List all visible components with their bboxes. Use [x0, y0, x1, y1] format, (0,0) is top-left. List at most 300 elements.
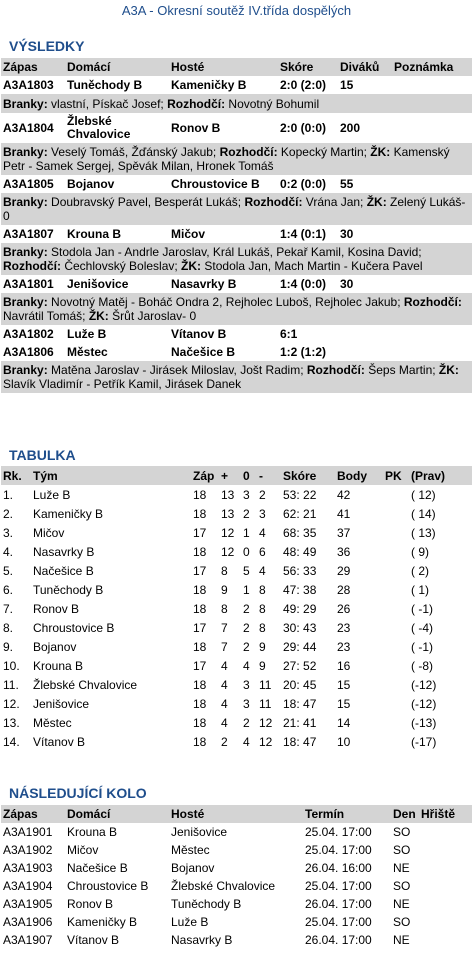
match-details-row	[1, 94, 472, 113]
match-score: 0:2 (0:0)	[280, 177, 327, 191]
standings-rank: 5.	[3, 563, 14, 578]
col-header: Rk.	[1, 466, 31, 485]
standings-balance: (-13)	[411, 715, 437, 730]
col-header: Domácí	[65, 805, 169, 823]
match-note	[392, 175, 472, 193]
standings-row	[1, 732, 472, 751]
detail-text: Veselý Tomáš, Žďánský Jakub;	[47, 145, 220, 159]
standings-played: 18	[193, 601, 207, 616]
detail-text: Stodola Jan - Andrle Jaroslav, Král Lukáš, Pekař Kamil, Kosina David;	[47, 245, 422, 259]
detail-label: Rozhodčí:	[3, 259, 61, 273]
fixture-row	[1, 895, 472, 913]
detail-text: Novotný Matěj - Boháč Ondra 2, Rejholec Luboš, Rejholec Jakub;	[47, 295, 404, 309]
standings-played: 18	[193, 544, 207, 559]
detail-text: Šeps Martin;	[364, 363, 439, 377]
standings-wins: 4	[221, 677, 228, 692]
standings-balance: (-17)	[411, 734, 437, 749]
standings-played: 18	[193, 639, 207, 654]
standings-balance: ( 13)	[411, 525, 436, 540]
match-details-row	[1, 143, 472, 175]
detail-text: Matěna Jaroslav - Jirásek Miloslav, Jošt Radim;	[47, 363, 307, 377]
detail-label: Rozhodčí:	[403, 295, 462, 309]
standings-played: 18	[193, 715, 207, 730]
table-heading: TABULKA	[9, 447, 76, 463]
standings-played: 18	[193, 506, 207, 521]
standings-points: 23	[337, 620, 351, 635]
detail-label: Rozhodčí:	[219, 145, 278, 159]
standings-balance: (-12)	[411, 696, 437, 711]
standings-goals: 18: 47	[283, 734, 317, 749]
next-round-heading: NÁSLEDUJÍCÍ KOLO	[9, 785, 147, 801]
match-details	[1, 94, 472, 113]
fixture-away: Žlebské Chvalovice	[171, 879, 276, 893]
col-header: Hřiště	[419, 805, 472, 823]
fixture-date: 26.04. 16:00	[305, 861, 372, 875]
fixture-date: 25.04. 17:00	[305, 879, 372, 893]
col-header: (Prav)	[409, 466, 472, 485]
standings-rank: 3.	[3, 525, 14, 540]
fixture-venue	[419, 931, 472, 949]
standings-balance: ( -8)	[411, 658, 433, 673]
col-header: Termín	[303, 805, 391, 823]
standings-table	[1, 466, 472, 751]
match-note	[392, 76, 472, 94]
standings-team: Mičov	[33, 525, 65, 540]
match-row	[1, 76, 472, 94]
standings-draws: 0	[243, 544, 250, 559]
standings-draws: 2	[243, 601, 250, 616]
standings-losses: 12	[259, 715, 273, 730]
fixture-venue	[419, 841, 472, 859]
fixture-match-id: A3A1906	[3, 915, 53, 929]
standings-team: Načešice B	[33, 563, 94, 578]
standings-draws: 2	[243, 620, 250, 635]
standings-goals: 56: 33	[283, 563, 317, 578]
standings-rank: 9.	[3, 639, 14, 654]
standings-team: Chroustovice B	[33, 620, 115, 635]
standings-pk	[383, 675, 409, 694]
standings-pk	[383, 580, 409, 599]
col-header: Poznámka	[392, 58, 472, 76]
standings-team: Nasavrky B	[33, 544, 95, 559]
col-header: Hosté	[169, 58, 278, 76]
standings-wins: 8	[221, 563, 228, 578]
fixture-home: Mičov	[67, 843, 99, 857]
detail-label: ŽK:	[88, 309, 109, 323]
next-round-table	[1, 805, 472, 949]
standings-draws: 5	[243, 563, 250, 578]
match-details	[1, 243, 472, 275]
standings-points: 41	[337, 506, 351, 521]
fixture-away: Městec	[171, 843, 210, 857]
fixture-home: Chroustovice B	[67, 879, 149, 893]
match-row	[1, 275, 472, 293]
fixture-row	[1, 823, 472, 841]
detail-text: Kopecký Martin;	[277, 145, 371, 159]
fixture-venue	[419, 877, 472, 895]
standings-pk	[383, 732, 409, 751]
fixture-home: Krouna B	[67, 825, 118, 839]
match-note	[392, 275, 472, 293]
standings-balance: (-12)	[411, 677, 437, 692]
standings-balance: ( 12)	[411, 487, 436, 502]
match-details	[1, 293, 472, 325]
match-away: Nasavrky B	[171, 277, 237, 291]
standings-wins: 7	[221, 639, 228, 654]
standings-losses: 12	[259, 734, 273, 749]
standings-goals: 18: 47	[283, 696, 317, 711]
detail-text: vlastní, Pískač Josef;	[47, 96, 168, 111]
fixture-date: 25.04. 17:00	[305, 843, 372, 857]
col-header: Zápas	[1, 805, 65, 823]
standings-draws: 3	[243, 487, 250, 502]
standings-balance: ( -1)	[411, 639, 433, 654]
detail-label: Branky:	[3, 295, 48, 309]
match-details-row	[1, 361, 472, 393]
detail-label: ŽK:	[438, 363, 459, 377]
match-score: 2:0 (0:0)	[280, 120, 327, 135]
match-score: 6:1	[280, 327, 298, 341]
fixture-match-id: A3A1903	[3, 861, 53, 875]
standings-draws: 2	[243, 506, 250, 521]
standings-team: Žlebské Chvalovice	[33, 677, 138, 692]
match-home: Krouna B	[67, 227, 121, 241]
fixture-away: Nasavrky B	[171, 933, 233, 947]
detail-text: Zelený Lukáš- 0	[3, 195, 466, 223]
detail-text: Navrátil Tomáš;	[3, 309, 89, 323]
standings-wins: 12	[221, 525, 235, 540]
match-row	[1, 225, 472, 243]
standings-team: Kameničky B	[33, 506, 104, 521]
standings-rank: 12.	[3, 696, 20, 711]
col-header: Hosté	[169, 805, 303, 823]
standings-rank: 2.	[3, 506, 14, 521]
fixture-venue	[419, 895, 472, 913]
fixture-away: Tuněchody B	[171, 897, 242, 911]
standings-team: Luže B	[33, 487, 71, 502]
fixture-date: 25.04. 17:00	[305, 825, 372, 839]
standings-row	[1, 523, 472, 542]
standings-goals: 62: 21	[283, 506, 317, 521]
match-score: 1:2 (1:2)	[280, 345, 327, 359]
standings-wins: 4	[221, 715, 228, 730]
match-note	[392, 343, 472, 361]
detail-text: Čechlovský Boleslav;	[61, 259, 182, 273]
match-spectators: 30	[340, 277, 354, 291]
fixture-venue	[419, 859, 472, 877]
standings-played: 17	[193, 563, 207, 578]
standings-losses: 2	[259, 487, 266, 502]
match-score: 1:4 (0:1)	[280, 227, 327, 241]
standings-draws: 4	[243, 734, 250, 749]
detail-label: Branky:	[3, 145, 48, 159]
match-row	[1, 343, 472, 361]
detail-label: Branky:	[3, 363, 48, 377]
standings-pk	[383, 618, 409, 637]
standings-row	[1, 618, 472, 637]
detail-text: Novotný Bohumil	[225, 96, 320, 111]
match-details	[1, 361, 472, 393]
fixture-match-id: A3A1907	[3, 933, 53, 947]
match-note	[392, 113, 472, 143]
fixture-day: SO	[393, 825, 411, 839]
match-score: 2:0 (2:0)	[280, 78, 327, 92]
match-spectators	[338, 325, 392, 343]
standings-draws: 3	[243, 677, 250, 692]
fixture-day: NE	[393, 897, 410, 911]
standings-draws: 4	[243, 658, 250, 673]
standings-losses: 3	[259, 506, 266, 521]
detail-label: ŽK:	[366, 195, 387, 209]
match-id: A3A1804	[3, 120, 54, 135]
standings-rank: 1.	[3, 487, 14, 502]
detail-label: ŽK:	[370, 145, 391, 159]
match-home: Luže B	[67, 327, 107, 341]
match-spectators: 200	[340, 120, 361, 135]
match-away: Chroustovice B	[171, 177, 260, 191]
standings-wins: 13	[221, 487, 235, 502]
standings-team: Ronov B	[33, 601, 80, 616]
standings-team: Jenišovice	[33, 696, 90, 711]
match-row	[1, 113, 472, 143]
standings-goals: 48: 49	[283, 544, 317, 559]
standings-pk	[383, 713, 409, 732]
standings-played: 18	[193, 582, 207, 597]
standings-team: Bojanov	[33, 639, 77, 654]
standings-balance: ( 2)	[411, 563, 429, 578]
standings-goals: 49: 29	[283, 601, 317, 616]
fixture-home: Kameničky B	[67, 915, 138, 929]
fixture-day: SO	[393, 843, 411, 857]
standings-losses: 4	[259, 563, 266, 578]
detail-text: Doubravský Pavel, Besperát Lukáš;	[47, 195, 245, 209]
standings-rank: 6.	[3, 582, 14, 597]
standings-pk	[383, 542, 409, 561]
standings-losses: 11	[259, 696, 272, 711]
detail-text: Stodola Jan, Mach Martin - Kučera Pavel	[201, 259, 423, 273]
standings-rank: 13.	[3, 715, 20, 730]
fixture-venue	[419, 823, 472, 841]
fixture-away: Jenišovice	[171, 825, 228, 839]
standings-pk	[383, 504, 409, 523]
standings-rank: 8.	[3, 620, 14, 635]
results-table	[1, 58, 472, 393]
standings-played: 17	[193, 525, 207, 540]
standings-rank: 11.	[3, 677, 19, 692]
standings-balance: ( 14)	[411, 506, 436, 521]
standings-played: 18	[193, 677, 207, 692]
standings-pk	[383, 523, 409, 542]
standings-goals: 47: 38	[283, 582, 317, 597]
match-details	[1, 193, 472, 225]
fixture-row	[1, 859, 472, 877]
standings-row	[1, 675, 472, 694]
fixture-date: 26.04. 17:00	[305, 897, 372, 911]
fixture-row	[1, 877, 472, 895]
match-spectators	[338, 343, 392, 361]
standings-pk	[383, 599, 409, 618]
standings-goals: 20: 45	[283, 677, 317, 692]
match-home: Tuněchody B	[67, 78, 143, 92]
fixture-match-id: A3A1902	[3, 843, 53, 857]
standings-points: 10	[337, 734, 351, 749]
fixture-day: NE	[393, 861, 410, 875]
match-details	[1, 143, 472, 175]
standings-team: Městec	[33, 715, 72, 730]
standings-team: Krouna B	[33, 658, 84, 673]
standings-rank: 14.	[3, 734, 20, 749]
fixture-match-id: A3A1901	[3, 825, 53, 839]
fixture-home: Vítanov B	[67, 933, 120, 947]
standings-draws: 2	[243, 639, 250, 654]
standings-wins: 12	[221, 544, 235, 559]
standings-points: 14	[337, 715, 351, 730]
col-header: Body	[335, 466, 383, 485]
col-header: Den	[391, 805, 419, 823]
match-spectators: 15	[340, 78, 354, 92]
fixture-row	[1, 841, 472, 859]
standings-wins: 7	[221, 620, 228, 635]
match-score: 1:4 (0:0)	[280, 277, 327, 291]
match-id: A3A1801	[3, 277, 54, 291]
standings-balance: ( -1)	[411, 601, 433, 616]
fixture-day: SO	[393, 915, 411, 929]
standings-points: 37	[337, 525, 351, 540]
detail-label: Branky:	[3, 195, 48, 209]
col-header: Záp	[191, 466, 219, 485]
standings-losses: 9	[259, 639, 266, 654]
match-id: A3A1805	[3, 177, 54, 191]
fixture-day: SO	[393, 879, 411, 893]
standings-points: 26	[337, 601, 351, 616]
standings-row	[1, 485, 472, 504]
standings-draws: 1	[243, 582, 250, 597]
col-header: Skóre	[278, 58, 338, 76]
standings-balance: ( 1)	[411, 582, 429, 597]
col-header: +	[219, 466, 241, 485]
fixture-row	[1, 913, 472, 931]
match-row	[1, 175, 472, 193]
detail-label: Branky:	[3, 96, 48, 111]
standings-losses: 4	[259, 525, 266, 540]
match-spectators: 30	[340, 227, 354, 241]
match-spectators: 55	[340, 177, 354, 191]
page-title: A3A - Okresní soutěž IV.třída dospělých	[121, 3, 352, 18]
standings-row	[1, 713, 472, 732]
match-id: A3A1806	[3, 345, 54, 359]
match-away: Kameničky B	[171, 78, 247, 92]
fixture-home: Ronov B	[67, 897, 114, 911]
standings-goals: 21: 41	[283, 715, 317, 730]
standings-row	[1, 599, 472, 618]
standings-row	[1, 504, 472, 523]
standings-pk	[383, 694, 409, 713]
detail-label: Rozhodčí:	[244, 195, 303, 209]
match-details-row	[1, 193, 472, 225]
col-header: -	[257, 466, 281, 485]
standings-balance: ( -4)	[411, 620, 433, 635]
fixture-match-id: A3A1904	[3, 879, 53, 893]
standings-wins: 9	[221, 582, 228, 597]
standings-row	[1, 580, 472, 599]
match-note	[392, 225, 472, 243]
standings-row	[1, 542, 472, 561]
standings-draws: 2	[243, 715, 250, 730]
standings-played: 17	[193, 620, 207, 635]
standings-played: 18	[193, 487, 207, 502]
standings-row	[1, 656, 472, 675]
standings-pk	[383, 561, 409, 580]
standings-played: 17	[193, 658, 207, 673]
col-header: Diváků	[338, 58, 392, 76]
standings-points: 23	[337, 639, 351, 654]
standings-pk	[383, 485, 409, 504]
detail-text: Šrůt Jaroslav- 0	[108, 309, 197, 323]
standings-points: 29	[337, 563, 351, 578]
match-home: Bojanov	[67, 177, 115, 191]
match-id: A3A1807	[3, 227, 54, 241]
detail-text: Kamenský Petr - Samek Sergej, Spěvák Milan, Hronek Tomáš	[3, 145, 450, 173]
detail-label: Branky:	[3, 245, 48, 259]
standings-wins: 4	[221, 696, 228, 711]
fixture-day: NE	[393, 933, 410, 947]
standings-points: 16	[337, 658, 351, 673]
standings-row	[1, 694, 472, 713]
match-note	[392, 325, 472, 343]
fixture-row	[1, 931, 472, 949]
fixture-away: Luže B	[171, 915, 209, 929]
match-away: Ronov B	[171, 120, 221, 135]
col-header: Domácí	[65, 58, 169, 76]
col-header: 0	[241, 466, 257, 485]
standings-points: 28	[337, 582, 351, 597]
fixture-match-id: A3A1905	[3, 897, 53, 911]
match-away: Načešice B	[171, 345, 236, 359]
col-header: Tým	[31, 466, 191, 485]
standings-team: Tuněchody B	[33, 582, 104, 597]
standings-row	[1, 637, 472, 656]
standings-pk	[383, 656, 409, 675]
standings-played: 18	[193, 734, 207, 749]
detail-text: Slavík Vladimír - Petřík Kamil, Jirásek Danek	[3, 377, 242, 391]
match-away: Vítanov B	[171, 327, 227, 341]
detail-label: Rozhodčí:	[167, 96, 226, 111]
detail-text: Vrána Jan;	[302, 195, 367, 209]
match-id: A3A1803	[3, 78, 54, 92]
detail-label: Rozhodčí:	[306, 363, 365, 377]
standings-losses: 8	[259, 582, 266, 597]
match-home: Žlebské Chvalovice	[67, 114, 131, 141]
standings-points: 15	[337, 677, 351, 692]
standings-wins: 2	[221, 734, 228, 749]
match-home: Jenišovice	[67, 277, 129, 291]
standings-pk	[383, 637, 409, 656]
standings-losses: 11	[259, 677, 272, 692]
detail-label: ŽK:	[181, 259, 202, 273]
match-details-row	[1, 293, 472, 325]
standings-goals: 30: 43	[283, 620, 317, 635]
fixture-home: Načešice B	[67, 861, 128, 875]
standings-points: 36	[337, 544, 351, 559]
fixture-date: 25.04. 17:00	[305, 915, 372, 929]
standings-losses: 6	[259, 544, 266, 559]
standings-goals: 29: 44	[283, 639, 317, 654]
standings-goals: 27: 52	[283, 658, 317, 673]
match-id: A3A1802	[3, 327, 54, 341]
standings-balance: ( 9)	[411, 544, 429, 559]
standings-goals: 68: 35	[283, 525, 317, 540]
col-header: PK	[383, 466, 409, 485]
